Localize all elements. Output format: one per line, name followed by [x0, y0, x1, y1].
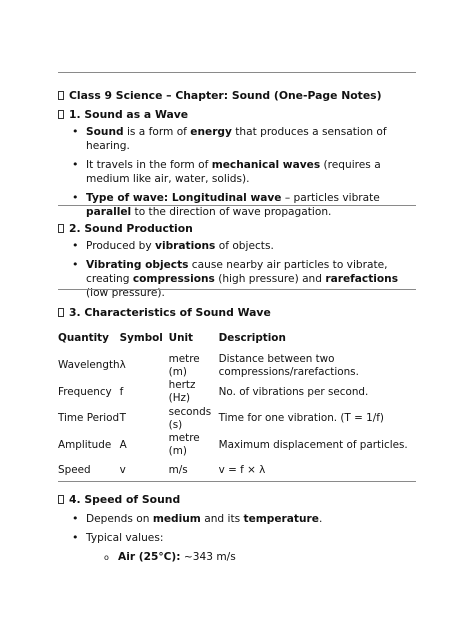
bookmark-icon: [58, 308, 64, 317]
table-cell: No. of vibrations per second.: [218, 385, 369, 398]
table-header-cell: Symbol: [119, 331, 163, 344]
section-heading-characteristics: 3. Characteristics of Sound Wave: [58, 306, 271, 319]
table-cell: Time Period: [58, 412, 120, 424]
sound-wave-list: [72, 125, 418, 224]
page-title: Class 9 Science – Chapter: Sound (One-Page Notes): [58, 89, 382, 102]
table-header-cell: Unit: [168, 331, 194, 344]
table-cell: Amplitude: [58, 438, 112, 451]
bookmark-icon: [58, 91, 64, 100]
bookmark-icon: [58, 495, 64, 504]
characteristics-table: [58, 324, 441, 482]
list-item: • Produced by vibrations of objects.: [72, 239, 418, 253]
table-cell: v: [119, 463, 126, 476]
table-cell: Frequency: [58, 385, 112, 398]
table-header-cell: Quantity: [58, 331, 109, 344]
table-cell: seconds (s): [168, 405, 212, 431]
bookmark-icon: [58, 224, 64, 233]
list-item: • Type of wave: Longitudinal wave – particles vibrate parallel to the direction of wave propagation.: [72, 191, 418, 219]
table-cell: Maximum displacement of particles.: [218, 438, 408, 451]
table-cell: f: [119, 385, 124, 398]
list-item: • Depends on medium and its temperature.: [72, 512, 418, 526]
list-item: • Vibrating objects cause nearby air particles to vibrate, creating compressions (high pressure) and rarefactions (low pressure).: [72, 258, 418, 300]
table-cell: Wavelength: [58, 359, 120, 371]
speed-values-list: [104, 550, 418, 564]
divider: [58, 481, 416, 482]
table-cell: A: [119, 438, 127, 451]
table-cell: Distance between two compressions/rarefactions.: [218, 352, 359, 378]
table-row: [58, 352, 441, 379]
table-cell: T: [119, 412, 126, 424]
bookmark-icon: [58, 110, 64, 119]
section-heading-sound-wave: 1. Sound as a Wave: [58, 108, 188, 121]
table-cell: Speed: [58, 463, 91, 476]
table-cell: hertz (Hz): [168, 379, 196, 404]
list-item: • Sound is a form of energy that produces a sensation of hearing.: [72, 125, 418, 153]
list-item: o Air (25°C): ~343 m/s: [104, 550, 418, 564]
table-cell: Time for one vibration. (T = 1/f): [218, 412, 384, 424]
table-cell: v = f × λ: [218, 463, 266, 476]
list-item: • It travels in the form of mechanical waves (requires a medium like air, water, solids).: [72, 158, 418, 186]
table-row: [58, 432, 441, 458]
section-heading-sound-production: 2. Sound Production: [58, 222, 193, 235]
divider: [58, 72, 416, 73]
table-row: [58, 458, 441, 482]
divider: [58, 205, 416, 206]
sound-production-list: [72, 239, 418, 305]
divider: [58, 289, 416, 290]
table-cell: m/s: [168, 463, 188, 476]
list-item: • Typical values: o Air (25°C): ~343 m/s: [72, 531, 418, 564]
speed-list: [72, 512, 418, 569]
table-cell: metre (m): [168, 352, 200, 378]
table-header-row: [58, 324, 441, 352]
table-cell: λ: [119, 359, 126, 371]
table-cell: metre (m): [168, 432, 200, 457]
section-heading-speed: 4. Speed of Sound: [58, 493, 180, 506]
table-row: [58, 405, 441, 432]
table-header-cell: Description: [218, 331, 286, 344]
table-row: [58, 379, 441, 405]
